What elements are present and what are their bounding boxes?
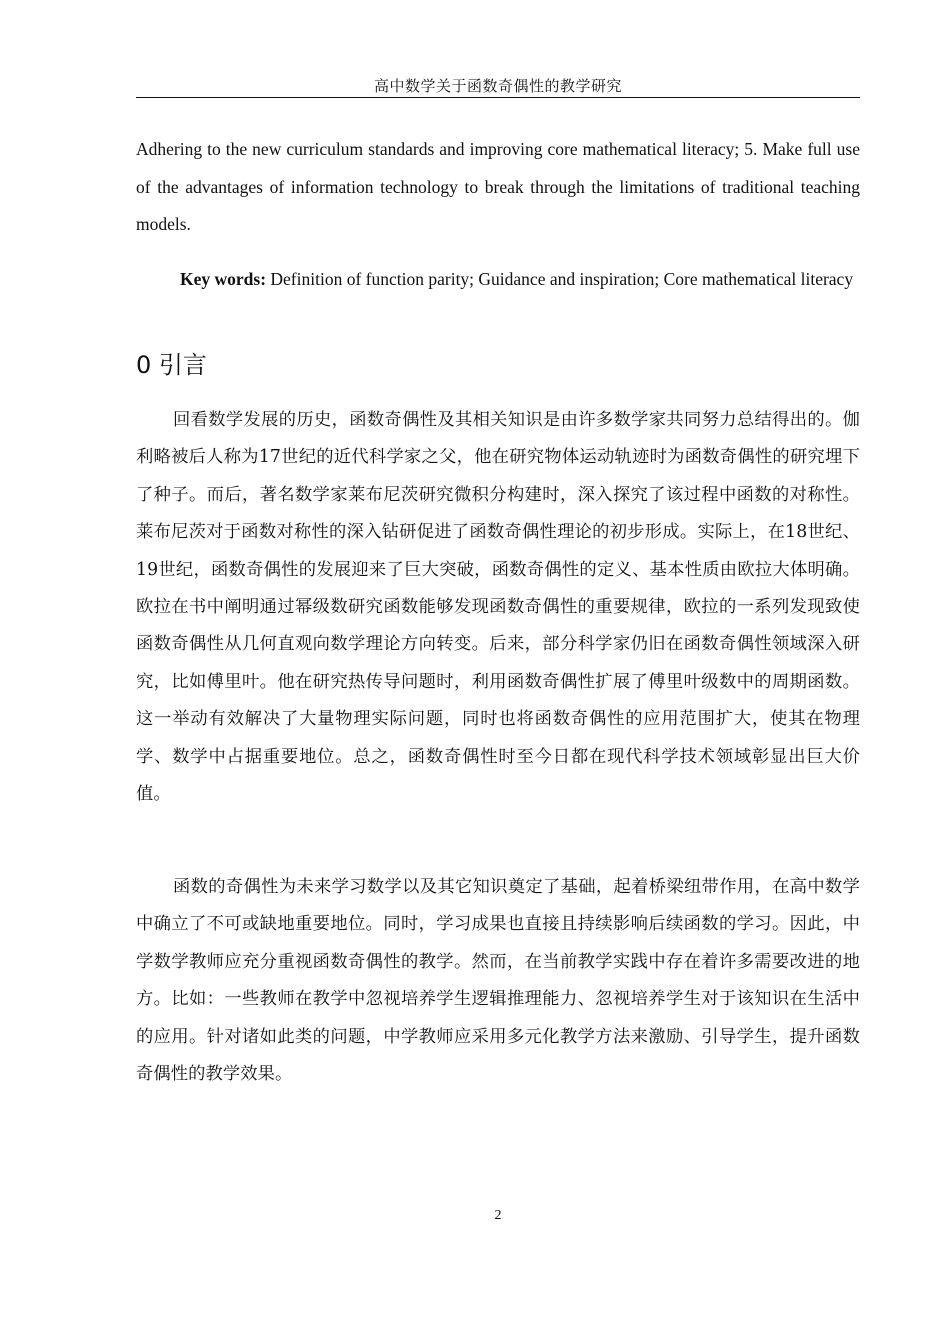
- body-paragraph-importance: 函数的奇偶性为未来学习数学以及其它知识奠定了基础，起着桥梁纽带作用，在高中数学中确立了不可或缺地重要地位。同时，学习成果也直接且持续影响后续函数的学习。因此，中学数学教师应充分重视函数奇偶性的教学。然而，在当前教学实践中存在着许多需要改进的地方。比如：一些教师在教学中忽视培养学生逻辑推理能力、忽视培养学生对于该知识在生活中的应用。针对诸如此类的问题，中学教师应采用多元化教学方法来激励、引导学生，提升函数奇偶性的教学效果。: [136, 877, 860, 1085]
- keywords-text: Definition of function parity; Guidance and inspiration; Core mathematical literacy: [266, 269, 854, 289]
- body-paragraph-history: 回看数学发展的历史，函数奇偶性及其相关知识是由许多数学家共同努力总结得出的。伽利略被后人称为17世纪的近代科学家之父，他在研究物体运动轨迹时为函数奇偶性的研究埋下了种子。而后，著名数学家莱布尼茨研究微积分构建时，深入探究了该过程中函数的对称性。莱布尼茨对于函数对称性的深入钻研促进了函数奇偶性理论的初步形成。实际上，在18世纪、19世纪，函数奇偶性的发展迎来了巨大突破，函数奇偶性的定义、基本性质由欧拉大体明确。欧拉在书中阐明通过幂级数研究函数能够发现函数奇偶性的重要规律，欧拉的一系列发现致使函数奇偶性从几何直观向数学理论方向转变。后来，部分科学家仍旧在函数奇偶性领域深入研究，比如傅里叶。他在研究热传导问题时，利用函数奇偶性扩展了傅里叶级数中的周期函数。这一举动有效解决了大量物理实际问题，同时也将函数奇偶性的应用范围扩大，使其在物理学、数学中占据重要地位。总之，函数奇偶性时至今日都在现代科学技术领域彰显出巨大价值。: [136, 410, 860, 805]
- page-number: 2: [494, 1208, 502, 1223]
- keywords-paragraph: [136, 261, 860, 298]
- section-heading: 0 引言: [136, 351, 207, 379]
- running-header-title: 高中数学关于函数奇偶性的教学研究: [373, 77, 622, 95]
- keywords-label: Key words:: [180, 269, 267, 289]
- header-divider: [136, 97, 860, 98]
- abstract-text: Adhering to the new curriculum standards and improving core mathematical literacy; 5. Make full use of the advantages of information technology to break through the limitations of traditional teaching models.: [136, 139, 860, 234]
